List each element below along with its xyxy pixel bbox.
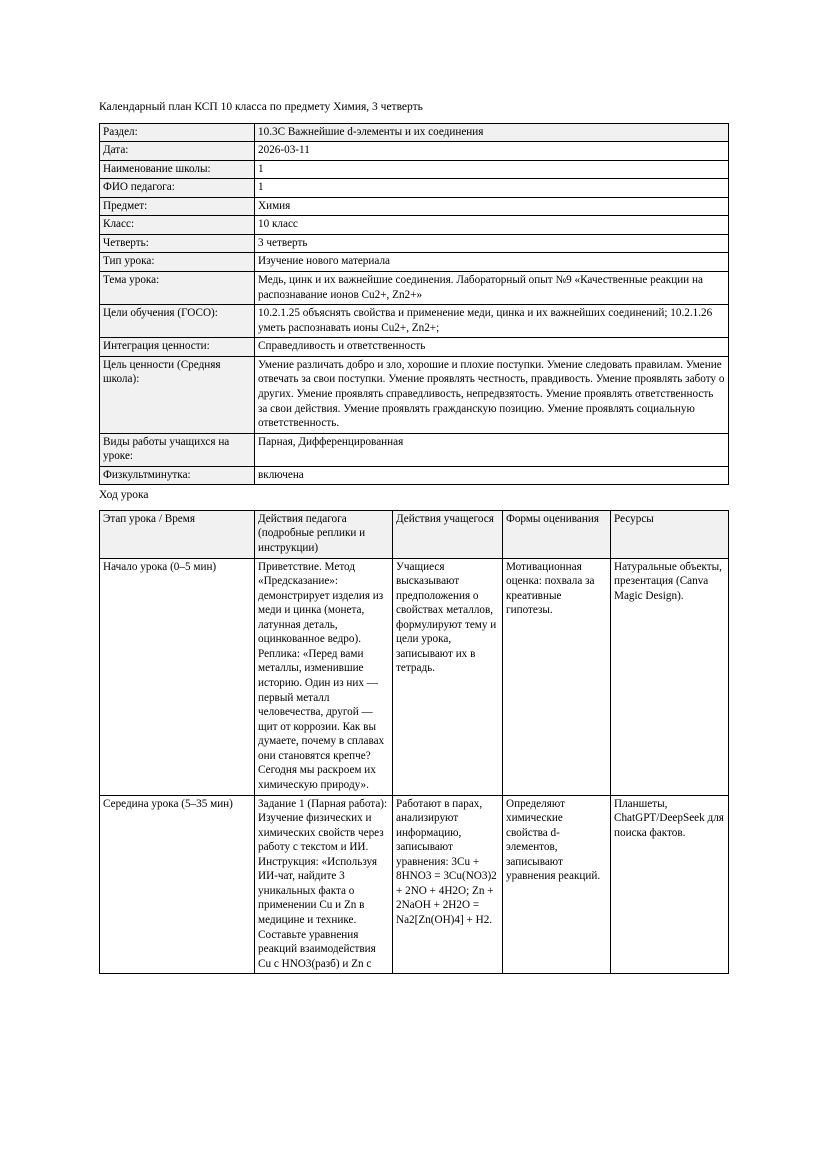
info-row-label: Виды работы учащихся на уроке: [100,433,255,466]
assessment-cell: Мотивационная оценка: похвала за креативные гипотезы. [503,558,611,795]
column-header: Формы оценивания [503,510,611,558]
lesson-flow-table-head [100,510,729,558]
info-row-label: Цели обучения (ГОСО): [100,305,255,338]
page-title: Календарный план КСП 10 класса по предмету Химия, 3 четверть [99,101,423,113]
student-actions-cell: Учащиеся высказывают предположения о свойствах металлов, формулируют тему и цели урока, записывают их в тетрадь. [393,558,503,795]
column-header: Действия педагога (подробные реплики и инструкции) [255,510,393,558]
info-row-value: 10.2.1.25 объяснять свойства и применение меди, цинка и их важнейших соединений; 10.2.1.26 уметь распознавать ионы Cu2+, Zn2+; [255,305,729,338]
info-row-label: Дата: [100,142,255,161]
info-row-value: Химия [255,197,729,216]
resources-cell: Планшеты, ChatGPT/DeepSeek для поиска фактов. [611,795,729,974]
table-row [100,338,729,357]
table-row [100,356,729,433]
column-header: Этап урока / Время [100,510,255,558]
info-row-value: 1 [255,160,729,179]
lesson-flow-table [99,510,729,974]
info-row-label: Тема урока: [100,272,255,305]
table-row [100,558,729,795]
info-row-value: 1 [255,179,729,198]
teacher-actions-cell: Приветствие. Метод «Предсказание»: демонстрирует изделия из меди и цинка (монета, латунная деталь, оцинкованное ведро). Реплика: «Перед вами металлы, изменившие историю. Один из них — первый металл человечества, другой — щит от коррозии. Как вы думаете, почему в сплавах они становятся крепче? Сегодня мы раскроем их химическую природу». [255,558,393,795]
table-row [100,433,729,466]
table-header-row [100,510,729,558]
info-row-label: Предмет: [100,197,255,216]
student-actions-cell: Работают в парах, анализируют информацию, записывают уравнения: 3Cu + 8HNO3 = 3Cu(NO3)2 + 2NO + 4H2O; Zn + 2NaOH + 2H2O = Na2[Zn(OH)4] + H2. [393,795,503,974]
table-row [100,795,729,974]
table-row [100,197,729,216]
table-row [100,305,729,338]
lesson-flow-heading: Ход урока [99,489,149,502]
info-row-label: Наименование школы: [100,160,255,179]
info-row-value: Умение различать добро и зло, хорошие и плохие поступки. Умение следовать правилам. Умение отвечать за свои поступки. Умение проявлять честность, правдивость. Умение проявлять заботу о других. Умение проявлять справедливость, непредвзятость. Умение проявлять ответственность за свои действия. Умение проявлять гражданскую позицию. Умение проявлять социальную ответственность. [255,356,729,433]
table-row [100,466,729,485]
table-row [100,160,729,179]
column-header: Действия учащегося [393,510,503,558]
lesson-flow-table-wrapper [99,510,735,974]
info-row-value: 10 класс [255,216,729,235]
info-row-value: 3 четверть [255,234,729,253]
info-row-label: Раздел: [100,123,255,142]
assessment-cell: Определяют химические свойства d-элементов, записывают уравнения реакций. [503,795,611,974]
info-row-value: Медь, цинк и их важнейшие соединения. Лабораторный опыт №9 «Качественные реакции на распознавание ионов Cu2+, Zn2+» [255,272,729,305]
info-row-value: 10.3C Важнейшие d-элементы и их соединения [255,123,729,142]
info-row-value: Справедливость и ответственность [255,338,729,357]
column-header: Ресурсы [611,510,729,558]
info-row-label: Интеграция ценности: [100,338,255,357]
table-row [100,123,729,142]
info-row-label: Цель ценности (Средняя школа): [100,356,255,433]
info-row-value: 2026-03-11 [255,142,729,161]
lesson-flow-table-body [100,558,729,974]
table-row [100,234,729,253]
teacher-actions-cell: Задание 1 (Парная работа): Изучение физических и химических свойств через работу с текстом и ИИ. Инструкция: «Используя ИИ-чат, найдите 3 уникальных факта о применении Cu и Zn в медицине и технике. Составьте уравнения реакций взаимодействия Cu с HNO3(разб) и Zn с [255,795,393,974]
info-row-label: Четверть: [100,234,255,253]
stage-cell: Середина урока (5–35 мин) [100,795,255,974]
info-row-label: Физкультминутка: [100,466,255,485]
info-row-label: ФИО педагога: [100,179,255,198]
lesson-info-table [99,123,729,486]
stage-cell: Начало урока (0–5 мин) [100,558,255,795]
info-row-label: Класс: [100,216,255,235]
table-row [100,142,729,161]
info-row-value: Изучение нового материала [255,253,729,272]
info-row-value: включена [255,466,729,485]
lesson-info-table-body [100,123,729,485]
resources-cell: Натуральные объекты, презентация (Canva Magic Design). [611,558,729,795]
table-row [100,253,729,272]
info-row-label: Тип урока: [100,253,255,272]
info-row-value: Парная, Дифференцированная [255,433,729,466]
table-row [100,216,729,235]
table-row [100,272,729,305]
table-row [100,179,729,198]
